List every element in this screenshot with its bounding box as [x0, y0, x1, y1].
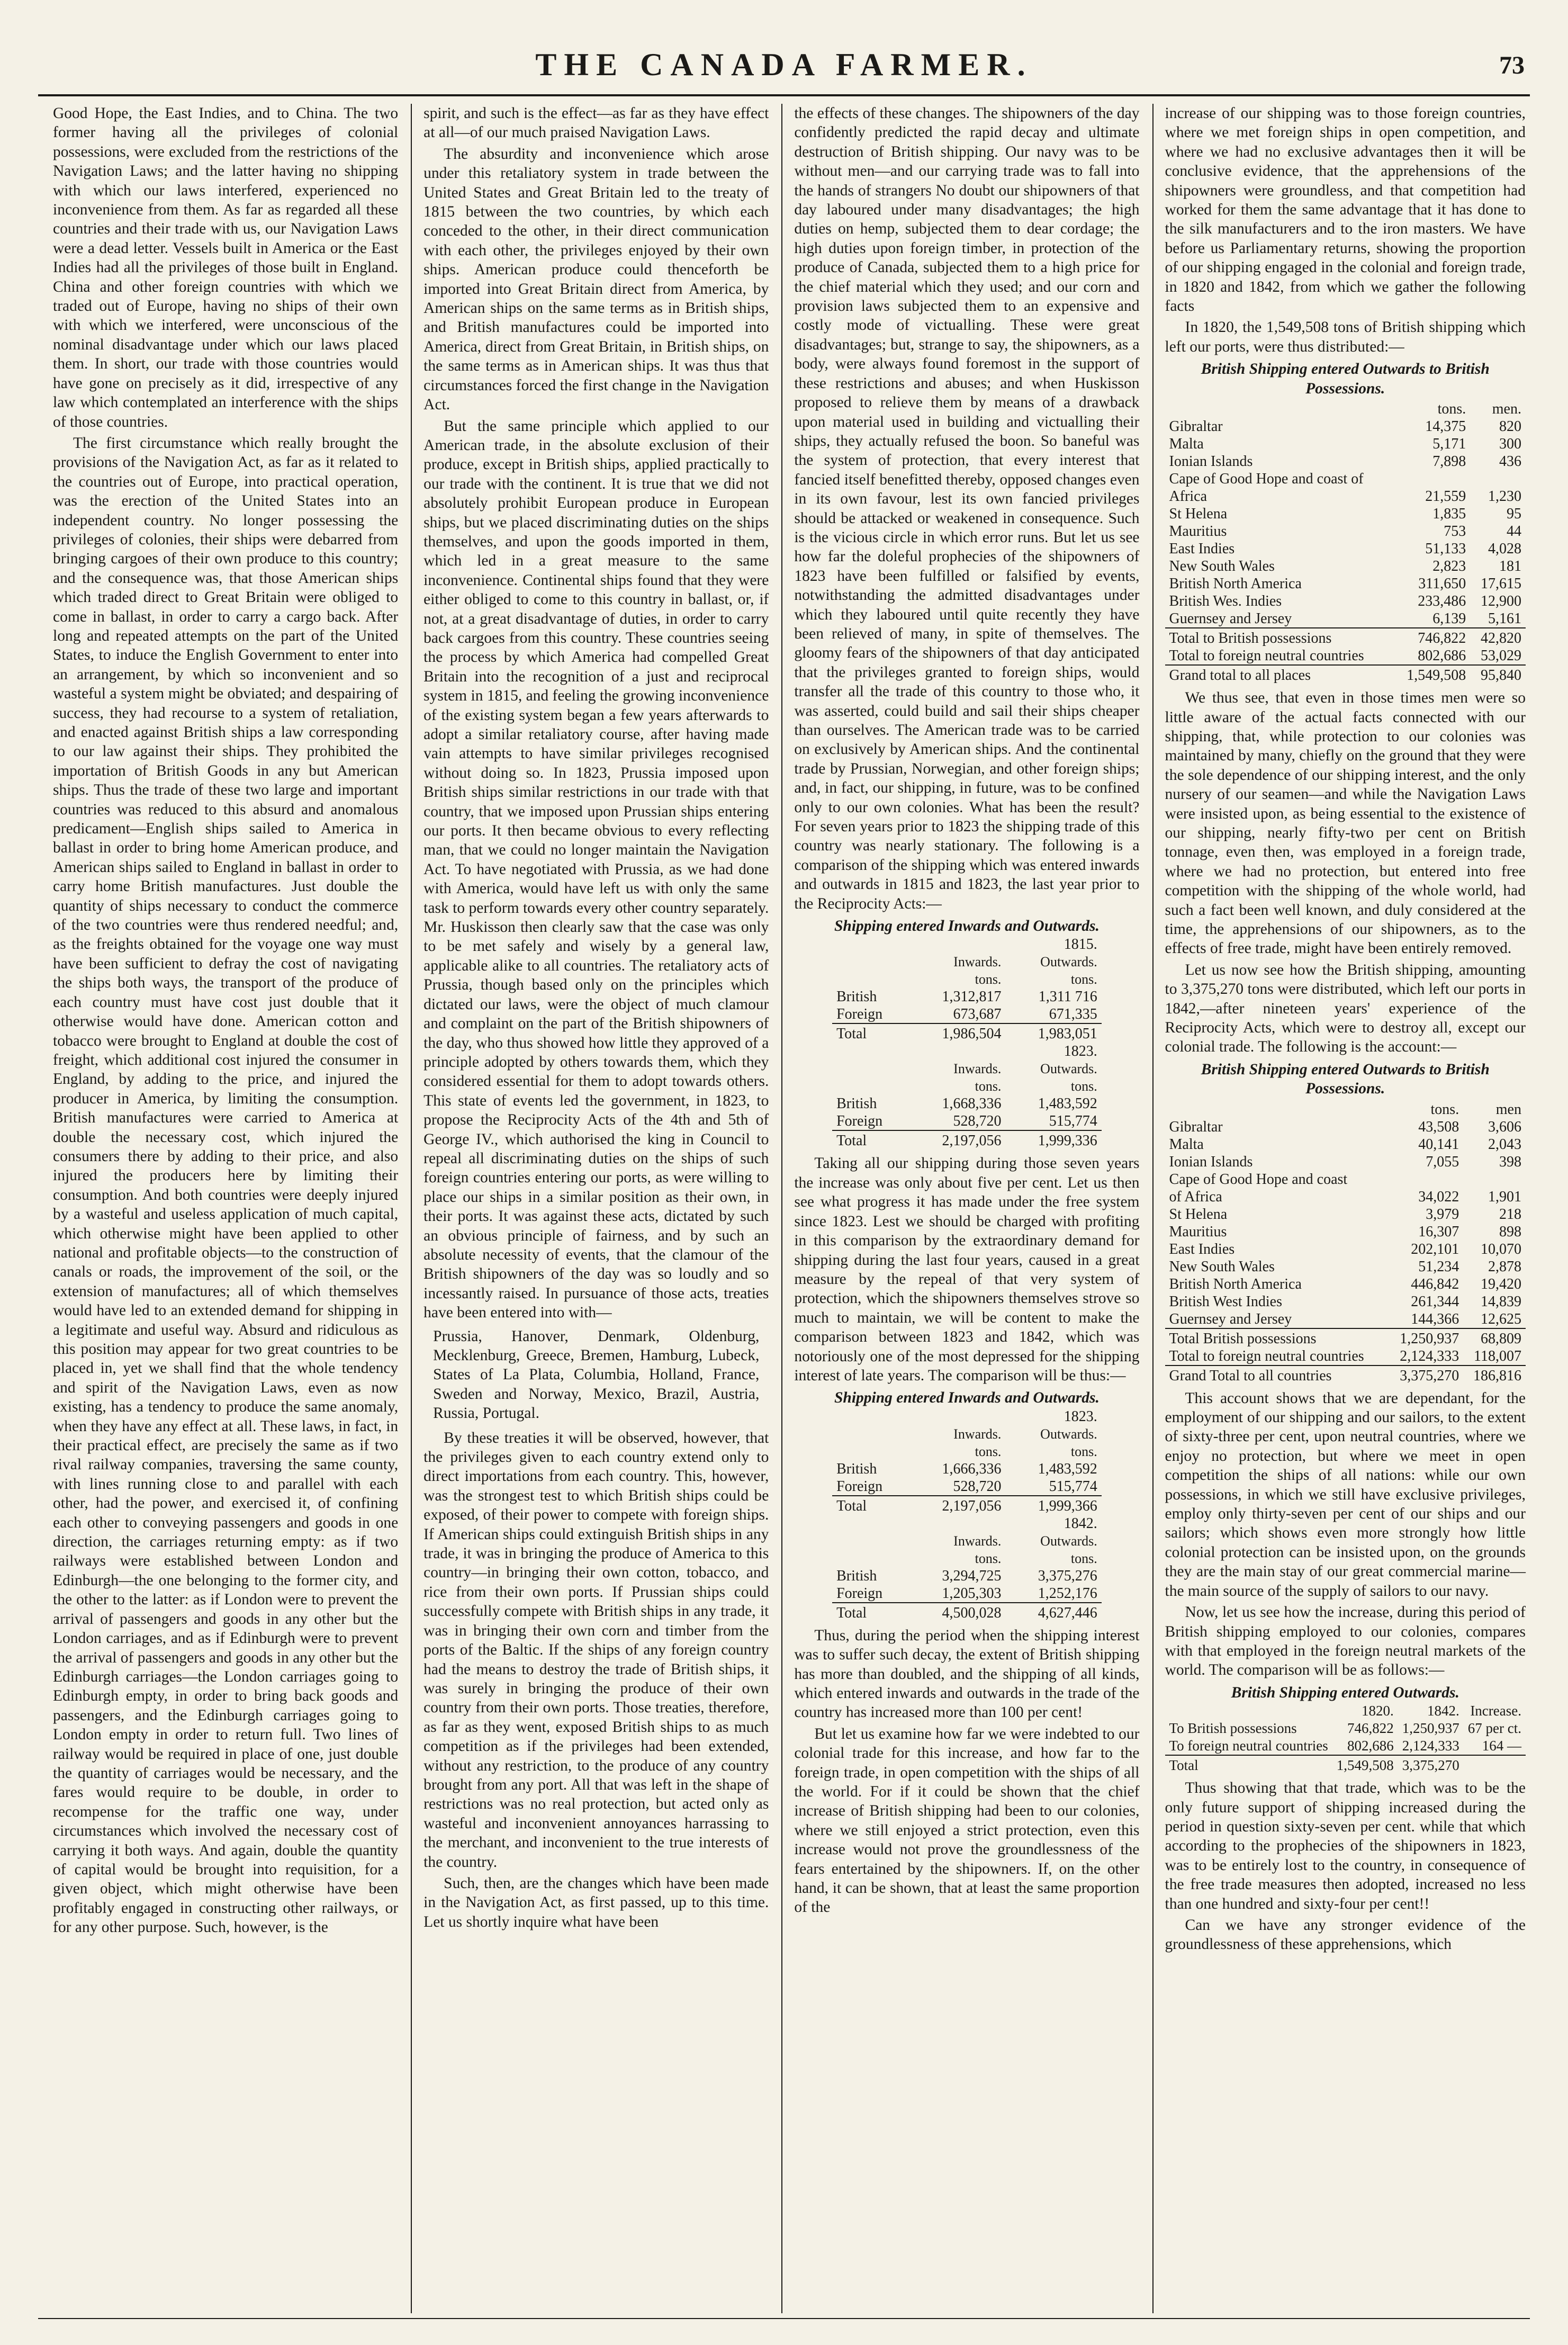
table-row: [1165, 1206, 1526, 1223]
paragraph: The first circumstance which really brought the provisions of the Navigation Act, as far as it related to the countries out of Europe, into practical operation, was the erection of the United States into an independent country. No longer possessing the privileges of colonies, their ships were debarred from bringing cargoes of their own produce to this country; and the consequence was, that those American ships which traded direct to Great Britain were obliged to come in ballast, in order to carry a cargo back. After long and repeated attempts on the part of the United States, to induce the English Government to enter into an arrangement, by which so inconvenient and so wasteful a system might be obviated; and despairing of success, they had recourse to a system of retaliation, and enacted against British ships a law corresponding to our law against their ships. They prohibited the importation of British Goods in any but American ships. Thus the trade of these two large and important countries was reduced to this absurd and anomalous predicament—English ships sailed to America in ballast in order to bring home American produce, and American ships sailed to England in ballast in order to carry home British manufactures. Just double the quantity of ships necessary to conduct the commerce of the two countries were thus rendered needful; and, as the freights obtained for the voyage one way must have been sufficient to defray the cost of navigating the ships both ways, the transport of the produce of each country must have cost just double that it otherwise would have done. American cotton and tobacco were brought to England at double the cost of freight, which additional cost injured the consumer in England, by adding to the price, and injured the producer in America, by limiting the consumption. British manufactures were carried to America at double the necessary cost, which injured the consumers there by adding to their price, and also injured the producers here by limiting their consumption. And both countries were deeply injured by a wasteful and useless application of much capital, which otherwise might have been applied to other national and profitable objects—to the construction of canals or roads, the improvement of the soil, or the extension of manufactures; all of which themselves would have led to an extended demand for shipping in a legitimate and useful way. Absurd and ridiculous as this position may appear for two great countries to be placed in, yet we shall find that the whole tendency and spirit of the Navigation Laws, even as now existing, has a tendency to produce the same anomaly, when they have any effect at all. These laws, in fact, in their practical effect, are precisely the same as if two rival railway companies, traversing the same county, with lines running close to and parallel with each other, had the power, and exercised it, of confining each other to conveying passengers and goods in one direction, the carriages returning empty: as if two railways were established between London and Edinburgh—the one belonging to the former city, and the other to the latter: as if London were to prevent the arrival of passengers and goods in any other but the London carriages, and as if Edinburgh were to prevent the arrival of passengers and goods in any other but the Edinburgh carriages—the London carriages going to Edinburgh empty, in order to bring back goods and passengers, and the Edinburgh carriages going to London empty in order to return full. Two lines of railway would be required in place of one, just double the quantity of carriages would be necessary, and the fares would require to be double, in order to recompense for the traffic one way, under circumstances which involved the necessary cost of carrying it both ways. And again, double the quantity of capital would be brought into requisition, for a given object, which might otherwise have been profitably engaged in constructing other railways, or for any other purpose. Such, however, is the: [53, 434, 399, 1936]
column-2: [411, 104, 769, 2313]
table-year: 1823.: [1064, 1043, 1097, 1060]
footer-rule: [38, 2318, 1530, 2319]
table-row: [1165, 1737, 1526, 1755]
column-header: Inwards.: [953, 954, 1002, 970]
table-cell: 51,133: [1425, 541, 1466, 558]
table-row: [1165, 435, 1526, 453]
column-3: [781, 104, 1139, 2313]
possessions-table-1842: [1165, 1101, 1526, 1385]
table-total-row: [1165, 1328, 1526, 1347]
table-row: [1165, 523, 1526, 540]
column-header: 1820.: [1362, 1703, 1394, 1719]
table-cell: 7,055: [1426, 1153, 1459, 1170]
row-label: Gibraltar: [1169, 1118, 1223, 1135]
paragraph: the effects of these changes. The shipowners of the day confidently predicted the rapid decay and ultimate destruction of British shipping. Our navy was to be without men—and our carrying trade was to fall into the hands of strangers No doubt our shipowners of that day laboured under many disadvantages; the high duties on hemp, subjected them to dear cordage; the high duties upon foreign timber, in protection of the produce of Canada, subjected them to a high price for the chief material which they used; and our corn and provision laws subjected them to an expensive and costly mode of victualling. These were great disadvantages; but, strange to say, the shipowners, as a body, were always found foremost in the support of these restrictions and abuses; and when Huskisson proposed to relieve them by means of a drawback upon material used in building and victualling their ships, they actually refused the boon. So baneful was the system of protection, that every interest that fancied itself benefitted thereby, opposed changes even in its own favour, lest its own fancied privileges should be attacked or weakened in consequence. Such is the vicious circle in which error runs. But let us see how far the doleful prophecies of the shipowners of 1823 have been fulfilled or falsified by events, notwithstanding the admitted disadvantages under which they laboured until quite recently they have been relieved of many, in spite of themselves. The gloomy fears of the shipowners of that day anticipated that the privileges granted to foreign ships, would transfer all the trade of this country to those who, it was asserted, could build and sail their ships cheaper than ourselves. The American trade was to be carried on exclusively by American ships. And the continental trade by Prussian, Norwegian, and other foreign ships; and, in fact, our shipping, in future, was to be confined only to our own colonies. What has been the result? For seven years prior to 1823 the shipping trade of this country was nearly stationary. The following is a comparison of the shipping which was entered inwards and outwards in 1815 and 1823, the last year prior to the Reciprocity Acts:—: [794, 105, 1140, 912]
row-label: East Indies: [1169, 541, 1235, 558]
row-label: British: [836, 1095, 877, 1112]
table-cell: 1,312,817: [942, 989, 1002, 1005]
row-label: St Helena: [1169, 1206, 1228, 1223]
paragraph: Let us now see how the British shipping, amounting to 3,375,270 tons were distributed, which left our ports in 1842,—after nineteen years' experience of the Reciprocity Acts, which were to destroy all, except our colonial trade. The following is the account:—: [1165, 961, 1526, 1056]
table-cell: 43,508: [1418, 1118, 1459, 1135]
paragraph: Taking all our shipping during those seven years the increase was only about five per cent. Let us then see what progress it has made under the free system since 1823. Lest we should be charged with profiting in this comparison by the extraordinary demand for shipping during the last four years, caused in a great measure by the repeal of that very system of protection, which the shipowners themselves strove so much to maintain, we will be content to make the comparison between 1823 and 1842, which was notoriously one of the most depressed for the shipping interest of late years. The comparison will be thus:—: [794, 1155, 1140, 1384]
table-cell: 1,549,508: [1332, 1755, 1398, 1774]
table-cell: 202,101: [1411, 1241, 1459, 1257]
table-cell: 51,234: [1418, 1258, 1459, 1275]
table-cell: 3,375,270: [1398, 1755, 1464, 1774]
table-cell: 42,820: [1470, 628, 1526, 647]
column-header: Inwards.: [953, 1426, 1002, 1442]
table-cell: 4,028: [1488, 541, 1521, 558]
row-label: Total: [832, 1603, 909, 1622]
table-cell: 12,625: [1481, 1310, 1521, 1327]
table-cell: 2,124,333: [1402, 1738, 1459, 1754]
row-label: Africa: [1169, 488, 1207, 505]
table-subtitle: Possessions.: [1305, 1080, 1385, 1098]
table-row: [1165, 488, 1526, 505]
table-cell: 2,124,333: [1400, 1347, 1459, 1364]
table-cell: 1,483,592: [1038, 1460, 1097, 1477]
table-year: 1842.: [1064, 1515, 1097, 1532]
possessions-table-1820: [1165, 400, 1526, 684]
row-label: Cape of Good Hope and coast: [1169, 1171, 1348, 1188]
table-cell: 12,900: [1481, 593, 1521, 610]
table-row: [1165, 1153, 1526, 1171]
column-unit: tons.: [975, 1550, 1002, 1566]
table-cell: 67 per ct.: [1467, 1720, 1521, 1737]
row-label: Total: [832, 1130, 909, 1149]
table-cell: 671,335: [1049, 1006, 1097, 1023]
row-label: Foreign: [836, 1585, 883, 1602]
table-cell: 528,720: [953, 1113, 1002, 1130]
row-label: Malta: [1169, 436, 1204, 453]
table-cell: 753: [1444, 523, 1466, 540]
table-total-row: [832, 1023, 1102, 1043]
row-label: of Africa: [1169, 1188, 1222, 1205]
table-cell: 802,686: [1418, 648, 1466, 664]
table-row: [1165, 1275, 1526, 1293]
table-row: [1165, 470, 1526, 488]
table-row: [1165, 1347, 1526, 1365]
paragraph: We thus see, that even in those times men were so little aware of the actual facts connected with our shipping, that, while protection to our colonies was maintained by many, chiefly on the ground that they were the sole dependence of our shipping interest, and the only nursery of our seamen—and while the Navigation Laws were insisted upon, as being essential to the existence of our shipping, nearly fifty-two per cent on British tonnage, even then, was employed in a foreign trade, where we had no protection, but entered into free competition with the shipping of the whole world, had such a fact been well known, and duly considered at the time, the apprehensions of our shipowners, as to the effects of free trade, might have been entirely removed.: [1165, 689, 1526, 957]
column-header: Outwards.: [1040, 954, 1097, 970]
table-cell: 233,486: [1418, 593, 1466, 610]
column-header: 1842.: [1427, 1703, 1459, 1719]
outwards-comparison-table: [1165, 1702, 1526, 1774]
table-cell: 44: [1507, 523, 1521, 540]
table-title: British Shipping entered Outwards to British: [1201, 1061, 1490, 1078]
table-row: [1165, 1293, 1526, 1310]
table-cell: 1,999,366: [1005, 1496, 1101, 1515]
row-label: British North America: [1169, 576, 1302, 592]
column-unit: tons.: [1070, 1079, 1097, 1094]
table-row: [1165, 1171, 1526, 1188]
table-cell: 19,420: [1481, 1275, 1521, 1292]
row-label: Foreign: [836, 1478, 883, 1495]
table-cell: 398: [1499, 1153, 1521, 1170]
table-row: [1165, 1241, 1526, 1258]
masthead-title: THE CANADA FARMER.: [535, 47, 1033, 82]
table-cell: [1394, 470, 1470, 488]
table-total-row: [832, 1496, 1102, 1515]
table-row: [1165, 575, 1526, 592]
column-unit: tons.: [975, 972, 1002, 987]
column-header: men.: [1492, 401, 1521, 418]
row-label: British North America: [1169, 1275, 1302, 1292]
paragraph: Thus, during the period when the shipping interest was to suffer such decay, the extent of British shipping has more than doubled, and the shipping of all kinds, which entered inwards and outwards in the trade of the country has increased more than 100 per cent!: [794, 1627, 1140, 1721]
column-1: [53, 104, 398, 2313]
table-row: [832, 1585, 1102, 1603]
table-cell: 4,627,446: [1005, 1603, 1101, 1622]
table-cell: 5,171: [1432, 436, 1466, 453]
table-title: Shipping entered Inwards and Outwards.: [834, 1389, 1100, 1407]
table-row: [1165, 505, 1526, 523]
table-cell: 1,250,937: [1389, 1328, 1463, 1347]
row-label: Grand Total to all countries: [1165, 1365, 1389, 1385]
paragraph: But the same principle which applied to our American trade, in the absolute exclusion of their produce, except in British ships, applied practically to our trade with the continent. It is true that we did not absolutely prohibit European produce in European ships, but we placed discriminating duties on the ships themselves, and upon the goods imported in them, which led in a great measure to the same inconvenience. Continental ships found that they were either obliged to come to this country in ballast, or, if not, at a great disadvantage of duties, in order to carry back cargoes from this country. These countries seeing the process by which America had compelled Great Britain into the recognition of a just and reciprocal system in 1815, and feeling the growing inconvenience of the existing system began a few years afterwards to adopt a similar retaliatory course, after having made vain attempts to have similar privileges recognised without doing so. In 1823, Prussia imposed upon British ships similar restrictions in our trade with that country, that we imposed upon Prussian ships entering our ports. It then became obvious to every reflecting man, that we could no longer maintain the Navigation Act. To have negotiated with Prussia, as we had done with America, would have left us with only the same task to perform towards every other country separately. Mr. Huskisson then clearly saw that the case was only to be met safely and wisely by a general law, applicable alike to all countries. The retaliatory acts of Prussia, though based only on the principles which dictated our laws, were the object of much clamour and complaint on the part of the British shipowners of the day, who thus showed how little they approved of a principle adopted by others towards them, which they considered essential for them to adopt towards others. This state of events led the government, in 1823, to propose the Reciprocity Acts of the 4th and 5th of George IV., which authorised the king in Council to repeal all discriminating duties on the ships of such foreign countries entering our ports, as were willing to place our ships in a similar position as their own, in their ports. It was against these acts, dictated by such an obvious principle of fairness, and by such an absolute necessity of events, that the clamour of the British shipowners of the day was so loudly and so incessantly raised. In pursuance of those acts, treaties have been entered into with—: [423, 417, 769, 1322]
row-label: British: [836, 1567, 877, 1584]
table-cell: 300: [1499, 436, 1521, 453]
row-label: Total British possessions: [1165, 1328, 1389, 1347]
table-cell: [1463, 1171, 1526, 1188]
row-label: Guernsey and Jersey: [1169, 610, 1292, 627]
paragraph: spirit, and such is the effect—as far as they have effect at all—of our much praised Navigation Laws.: [423, 105, 769, 141]
table-cell: 1,205,303: [942, 1585, 1002, 1602]
row-label: British: [836, 1460, 877, 1477]
table-cell: 1,983,051: [1005, 1023, 1101, 1043]
table-cell: 34,022: [1418, 1188, 1459, 1205]
paragraph: increase of our shipping was to those foreign countries, where we met foreign ships in open competition, and where we had no exclusive advantages then it will be conclusive evidence, that the apprehensions of the shipowners were groundless, and that competition had worked for them the same advantage that it has done to the silk manufacturers and to the iron masters. We have before us Parliamentary returns, showing the proportion of our shipping engaged in the colonial and foreign trade, in 1820 and 1842, from which we gather the following facts: [1165, 105, 1526, 315]
table-cell: 16,307: [1418, 1223, 1459, 1240]
table-cell: [1389, 1171, 1463, 1188]
shipping-table-1823-1842: [832, 1408, 1102, 1622]
row-label: British Wes. Indies: [1169, 593, 1282, 610]
table-cell: 746,822: [1394, 628, 1470, 647]
row-label: Ionian Islands: [1169, 1153, 1253, 1170]
table-cell: 181: [1499, 558, 1521, 575]
table-row: [1165, 1720, 1526, 1737]
table-cell: 7,898: [1432, 453, 1466, 470]
table-row: [1165, 1310, 1526, 1328]
table-cell: 820: [1499, 418, 1521, 435]
row-label: Total to British possessions: [1165, 628, 1394, 647]
table-cell: 1,250,937: [1402, 1720, 1459, 1737]
column-header: Outwards.: [1040, 1061, 1097, 1077]
table-row: [1165, 647, 1526, 665]
column-unit: tons.: [975, 1443, 1002, 1459]
table-cell: 1,901: [1488, 1188, 1521, 1205]
column-header: Outwards.: [1040, 1426, 1097, 1442]
table-row: [1165, 558, 1526, 575]
table-cell: 53,029: [1481, 648, 1521, 664]
table-cell: 164 —: [1482, 1738, 1521, 1754]
column-unit: tons.: [1070, 1443, 1097, 1459]
row-label: British: [836, 989, 877, 1005]
table-cell: 144,366: [1411, 1310, 1459, 1327]
table-row: [832, 988, 1102, 1005]
row-label: Mauritius: [1169, 523, 1227, 540]
masthead: [38, 47, 1530, 110]
table-cell: 2,197,056: [909, 1130, 1005, 1149]
paragraph: Thus showing that that trade, which was to be the only future support of shipping increased during the period in question sixty-seven per cent. while that which according to the prophecies of the shipowners in 1823, was to be entirely lost to the country, in consequence of the free trade measures then adopted, increased no less than one hundred and sixty-four per cent!!: [1165, 1780, 1526, 1912]
text-columns: [53, 104, 1526, 2313]
row-label: Ionian Islands: [1169, 453, 1253, 470]
paragraph: Can we have any stronger evidence of the groundlessness of these apprehensions, which: [1165, 1916, 1526, 1953]
table-cell: 10,070: [1481, 1241, 1521, 1257]
table-cell: 2,823: [1432, 558, 1466, 575]
treaty-countries-list: Prussia, Hanover, Denmark, Oldenburg, Mecklenburg, Greece, Bremen, Hamburg, Lubeck, States of La Plata, Columbia, Holland, France, Sweden and Norway, Mexico, Brazil, Austria, Russia, Portugal.: [433, 1327, 760, 1422]
paragraph: Now, let us see how the increase, during this period of British shipping employed to our colonies, compares with that employed in the foreign neutral markets of the world. The comparison will be as follows:—: [1165, 1604, 1526, 1679]
table-cell: 68,809: [1463, 1328, 1526, 1347]
row-label: British West Indies: [1169, 1293, 1282, 1310]
table-cell: 261,344: [1411, 1293, 1459, 1310]
table-total-row: [1165, 628, 1526, 647]
column-header: tons.: [1437, 401, 1466, 418]
table-row: [832, 1460, 1102, 1478]
table-row: [1165, 1118, 1526, 1136]
table-cell: 1,483,592: [1038, 1095, 1097, 1112]
row-label: Foreign: [836, 1006, 883, 1023]
table-row: [1165, 418, 1526, 435]
table-cell: 673,687: [953, 1006, 1002, 1023]
table-title: Shipping entered Inwards and Outwards.: [834, 918, 1100, 935]
row-label: Mauritius: [1169, 1223, 1227, 1240]
table-cell: 515,774: [1049, 1113, 1097, 1130]
paragraph: Such, then, are the changes which have been made in the Navigation Act, as first passed, up to this time. Let us shortly inquire what have been: [423, 1874, 769, 1930]
column-4: [1152, 104, 1526, 2313]
row-label: Total: [1165, 1755, 1332, 1774]
column-header: Inwards.: [953, 1533, 1002, 1549]
row-label: Total to foreign neutral countries: [1169, 1347, 1364, 1364]
table-title: British Shipping entered Outwards to British: [1201, 361, 1490, 378]
table-row: [1165, 453, 1526, 470]
table-cell: 1,230: [1488, 488, 1521, 505]
header-rule: [38, 94, 1530, 96]
table-cell: 3,375,276: [1038, 1567, 1097, 1584]
row-label: New South Wales: [1169, 1258, 1275, 1275]
table-cell: 14,375: [1425, 418, 1466, 435]
column-header: tons.: [1430, 1101, 1459, 1118]
table-cell: 17,615: [1481, 576, 1521, 592]
table-cell: 1,549,508: [1394, 665, 1470, 684]
row-label: Total to foreign neutral countries: [1169, 648, 1364, 664]
page-number: 73: [1499, 51, 1525, 79]
table-cell: 311,650: [1418, 576, 1466, 592]
table-cell: 2,043: [1488, 1136, 1521, 1153]
table-cell: 446,842: [1411, 1275, 1459, 1292]
table-cell: 95: [1507, 506, 1521, 523]
table-cell: [1470, 470, 1526, 488]
row-label: Foreign: [836, 1113, 883, 1130]
table-cell: 436: [1499, 453, 1521, 470]
table-cell: 3,375,270: [1389, 1365, 1463, 1385]
table-cell: 4,500,028: [909, 1603, 1005, 1622]
paragraph: In 1820, the 1,549,508 tons of British shipping which left our ports, were thus distributed:—: [1165, 319, 1526, 355]
table-cell: 528,720: [953, 1478, 1002, 1495]
shipping-table-1815-1823: [832, 936, 1102, 1149]
table-cell: 2,197,056: [909, 1496, 1005, 1515]
table-row: [1165, 1258, 1526, 1275]
row-label: East Indies: [1169, 1241, 1235, 1257]
column-header: men: [1495, 1101, 1521, 1118]
table-cell: 186,816: [1463, 1365, 1526, 1385]
table-cell: 5,161: [1488, 610, 1521, 627]
paragraph: This account shows that we are dependant, for the employment of our shipping and our sailors, to the extent of sixty-three per cent, upon neutral countries, where we enjoy no protection, but where we meet in open competition the ships of all nations: while our own possessions, in which we still have exclusive privileges, employ only thirty-seven per cent of our ships and our sailors; which shows even more strongly how little colonial protection can be insisted upon, on the grounds they are the main stay of our great commercial marine—the main source of the supply of sailors to our navy.: [1165, 1389, 1526, 1600]
table-row: [1165, 610, 1526, 628]
table-row: [832, 1005, 1102, 1023]
table-cell: 1,835: [1432, 506, 1466, 523]
table-cell: 1,986,504: [909, 1023, 1005, 1043]
row-label: Total: [832, 1496, 909, 1515]
row-label: Total: [832, 1023, 909, 1043]
table-cell: 21,559: [1425, 488, 1466, 505]
table-cell: 3,294,725: [942, 1567, 1002, 1584]
paragraph: The absurdity and inconvenience which arose under this retaliatory system in trade between the United States and Great Britain led to the treaty of 1815 between the two countries, by which each conceded to the other, in their direct communication with each other, the privileges enjoyed by their own ships. American produce could thenceforth be imported into Great Britain direct from America, by American ships on the same terms as in British ships, and British manufactures could be imported into America, direct from Great Britain, in British ships, on the same terms as in American ships. It was thus that circumstances forced the first change in the Navigation Act.: [423, 145, 769, 414]
paragraph: But let us examine how far we were indebted to our colonial trade for this increase, and how far to the foreign trade, in open competition with the ships of all the world. For if it could be shown that the chief increase of British shipping had been to our colonies, where we still enjoyed a strict protection, even this increase would not prove the groundlessness of the fears entertained by the shipowners. If, on the other hand, it can be shown, that at least the same proportion of the: [794, 1725, 1140, 1916]
column-unit: tons.: [1070, 1550, 1097, 1566]
table-row: [832, 1478, 1102, 1496]
row-label: Grand total to all places: [1165, 665, 1394, 684]
row-label: Malta: [1169, 1136, 1204, 1153]
table-cell: 898: [1499, 1223, 1521, 1240]
table-cell: 746,822: [1347, 1720, 1394, 1737]
table-year: 1823.: [1064, 1408, 1097, 1425]
table-row: [1165, 592, 1526, 610]
table-total-row: [1165, 1755, 1526, 1774]
table-row: [1165, 1223, 1526, 1241]
table-cell: 40,141: [1418, 1136, 1459, 1153]
table-subtitle: Possessions.: [1305, 380, 1385, 397]
table-cell: 1,668,336: [942, 1095, 1002, 1112]
table-total-row: [832, 1603, 1102, 1622]
column-header: Inwards.: [953, 1061, 1002, 1077]
table-cell: 3,606: [1488, 1118, 1521, 1135]
column-header: Increase.: [1470, 1703, 1521, 1719]
row-label: St Helena: [1169, 506, 1228, 523]
table-cell: 1,666,336: [942, 1460, 1002, 1477]
row-label: To British possessions: [1169, 1720, 1297, 1737]
table-row: [832, 1567, 1102, 1585]
row-label: New South Wales: [1169, 558, 1275, 575]
paragraph: By these treaties it will be observed, however, that the privileges given to each country extend only to direct importations from each country. This, however, was the strongest test to which British ships could be exposed, of their power to compete with foreign ships. If American ships could extinguish British ships in any trade, it was in bringing the produce of America to this country—in bringing their own cotton, tobacco, and rice from their own ports. If Prussian ships could successfully compete with British ships in any trade, it was in bringing their own corn and timber from the ports of the Baltic. If the ships of any foreign country had the means to destroy the trade of British ships, it was surely in bringing the produce of their own country from their own ports. Those treaties, therefore, as far as they went, exposed British ships to as much competition as if the privileges had been extended, without any restriction, to the produce of any country brought from any port. All that was left in the shape of restrictions was no real protection, but acted only as wasteful and inconvenient annoyances harrassing to the merchant, and inconvenient to the true interests of the country.: [423, 1429, 769, 1871]
column-header: Outwards.: [1040, 1533, 1097, 1549]
table-cell: 3,979: [1426, 1206, 1459, 1223]
column-unit: tons.: [975, 1079, 1002, 1094]
row-label: Guernsey and Jersey: [1169, 1310, 1292, 1327]
table-total-row: [1165, 1365, 1526, 1385]
table-row: [832, 1112, 1102, 1130]
table-cell: 95,840: [1470, 665, 1526, 684]
table-cell: 802,686: [1347, 1738, 1394, 1754]
row-label: Gibraltar: [1169, 418, 1223, 435]
column-unit: tons.: [1070, 972, 1097, 987]
row-label: To foreign neutral countries: [1169, 1738, 1328, 1754]
table-cell: 515,774: [1049, 1478, 1097, 1495]
table-year: 1815.: [1064, 936, 1097, 953]
table-cell: 118,007: [1474, 1347, 1521, 1364]
row-label: Cape of Good Hope and coast of: [1169, 471, 1364, 488]
table-title: British Shipping entered Outwards.: [1231, 1684, 1459, 1701]
table-cell: 6,139: [1432, 610, 1466, 627]
table-row: [832, 1095, 1102, 1112]
table-cell: 1,252,176: [1038, 1585, 1097, 1602]
table-row: [1165, 1136, 1526, 1153]
table-cell: 14,839: [1481, 1293, 1521, 1310]
table-total-row: [1165, 665, 1526, 684]
table-cell: [1464, 1755, 1526, 1774]
table-cell: 2,878: [1488, 1258, 1521, 1275]
paragraph: Good Hope, the East Indies, and to China. The two former having all the privileges of colonial possessions, were excluded from the restrictions of the Navigation Laws; and the latter having no shipping with which our laws interfered, experienced no inconvenience from them. As far as regarded all these countries and their trade with us, our Navigation Laws were a dead letter. Vessels built in America or the East Indies had all the privileges of those built in England. China and other foreign countries with which we traded out of Europe, having no ships of their own with which we interfered, were unconscious of the nominal disadvantage under which our laws placed them. In short, our trade with those countries would have gone on precisely as it did, irrespective of any law which contemplated an interference with the ships of those countries.: [53, 105, 399, 430]
table-row: [1165, 540, 1526, 558]
table-cell: 1,999,336: [1005, 1130, 1101, 1149]
table-total-row: [832, 1130, 1102, 1149]
table-cell: 1,311 716: [1038, 989, 1097, 1005]
table-row: [1165, 1188, 1526, 1206]
table-cell: 218: [1499, 1206, 1521, 1223]
